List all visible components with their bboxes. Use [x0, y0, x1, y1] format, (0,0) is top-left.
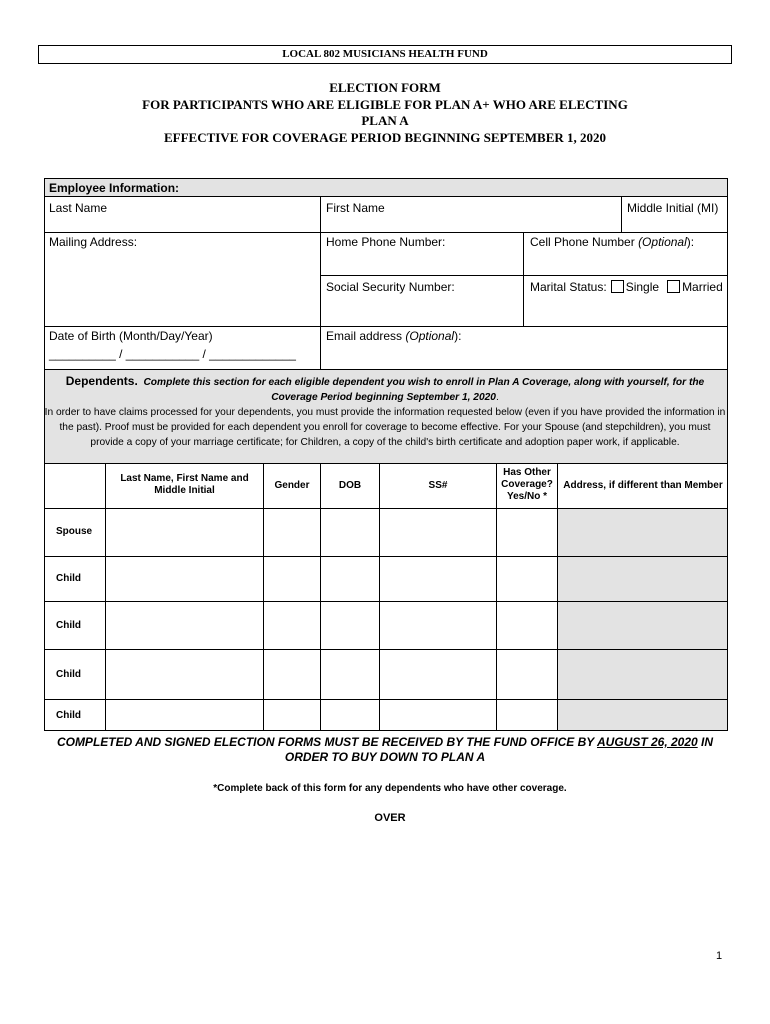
- row-label-child-3: Child: [56, 669, 81, 680]
- col-name-header: Last Name, First Name and Middle Initial: [120, 473, 249, 496]
- single-checkbox[interactable]: [611, 280, 624, 293]
- marital-status-label: Marital Status: Single Married: [530, 280, 723, 294]
- marital-status-field: [523, 275, 728, 327]
- cell-phone-label: Cell Phone Number (Optional):: [530, 235, 695, 249]
- dob-field[interactable]: [44, 326, 321, 370]
- single-label: Single: [625, 280, 660, 294]
- ssn-label: Social Security Number:: [326, 280, 455, 294]
- cell-phone-field[interactable]: [523, 232, 728, 276]
- email-label: Email address (Optional):: [326, 329, 462, 343]
- col-dob-header: DOB: [338, 480, 362, 491]
- last-name-field[interactable]: [44, 196, 321, 233]
- dependents-table-grid: [44, 463, 728, 731]
- first-name-field[interactable]: [320, 196, 622, 233]
- title-line-1: ELECTION FORM: [329, 80, 441, 95]
- deadline-date: AUGUST 26, 2020: [596, 735, 698, 749]
- home-phone-label: Home Phone Number:: [326, 235, 446, 249]
- email-field[interactable]: [320, 326, 728, 370]
- married-checkbox[interactable]: [667, 280, 680, 293]
- row-label-spouse: Spouse: [56, 526, 93, 537]
- col-gender-header: Gender: [274, 480, 310, 491]
- dependents-heading: Dependents.: [65, 374, 138, 388]
- row-label-child-1: Child: [56, 573, 81, 584]
- fund-name-header: LOCAL 802 MUSICIANS HEALTH FUND: [38, 45, 732, 64]
- dependents-instructions: [44, 374, 726, 450]
- first-name-label: First Name: [326, 201, 385, 215]
- back-of-form-note: *Complete back of this form for any dependents who have other coverage.: [213, 783, 567, 794]
- row-label-child-4: Child: [56, 710, 81, 721]
- dependents-table: [44, 463, 728, 731]
- form-title: [0, 80, 770, 146]
- home-phone-field[interactable]: [320, 232, 524, 276]
- deadline-notice: COMPLETED AND SIGNED ELECTION FORMS MUST BE RECEIVED BY THE FUND OFFICE BY AUGUST 26, 2020 IN ORDER TO BUY DOWN TO PLAN A: [56, 735, 714, 764]
- col-other-coverage-header: Has Other Coverage? Yes/No *: [501, 467, 553, 502]
- dob-blank-line: __________ / ___________ / _____________: [49, 347, 296, 361]
- mailing-address-label: Mailing Address:: [49, 235, 138, 249]
- dependents-instruction: Complete this section for each eligible dependent you wish to enroll in Plan A Coverage, along with yourself, for the Coverage Period beginning September 1, 2020: [143, 377, 705, 403]
- married-label: Married: [682, 280, 723, 294]
- dependents-body: In order to have claims processed for your dependents, you must provide the information requested below (even if you have provided the information in the past). Proof must be provided for each dependent you enroll for coverage to become effective. For your Spouse (and stepchildren), you must provide a copy of your marriage certificate; for Children, a copy of the child's birth certificate and adoption paper work, if applicable.: [44, 407, 726, 448]
- over-label: OVER: [374, 812, 406, 824]
- last-name-label: Last Name: [49, 201, 108, 215]
- employee-section-title: Employee Information:: [49, 181, 180, 195]
- row-label-child-2: Child: [56, 620, 81, 631]
- dob-label: Date of Birth (Month/Day/Year): [49, 329, 213, 343]
- title-line-3: PLAN A: [361, 113, 409, 128]
- col-ss-header: SS#: [428, 480, 448, 491]
- mailing-address-field[interactable]: [44, 232, 321, 327]
- middle-initial-field[interactable]: [621, 196, 728, 233]
- title-line-2: FOR PARTICIPANTS WHO ARE ELIGIBLE FOR PLAN A+ WHO ARE ELECTING: [142, 96, 628, 112]
- ssn-field[interactable]: [320, 275, 524, 327]
- col-address-header: Address, if different than Member: [563, 480, 723, 491]
- title-line-4: EFFECTIVE FOR COVERAGE PERIOD BEGINNING SEPTEMBER 1, 2020: [163, 129, 607, 145]
- dependents-lead: Dependents. Complete this section for each eligible dependent you wish to enroll in Plan A Coverage, along with yourself, for the Coverage Period beginning September 1, 2020.: [65, 374, 705, 403]
- employee-section-header: [44, 178, 728, 197]
- page-number: 1: [716, 950, 723, 962]
- middle-initial-label: Middle Initial (MI): [627, 201, 719, 215]
